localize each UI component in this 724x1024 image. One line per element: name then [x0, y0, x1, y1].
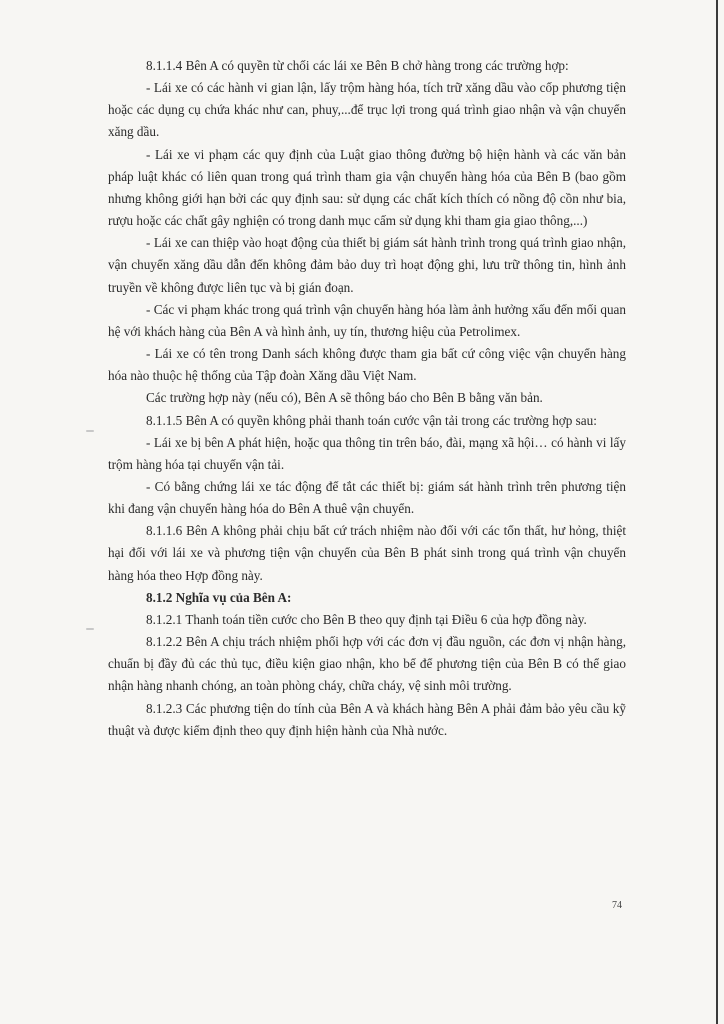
paragraph-8-1-2-2: 8.1.2.2 Bên A chịu trách nhiệm phối hợp với các đơn vị đầu nguồn, các đơn vị nhận hàng, chuẩn bị đầy đủ các thủ tục, điều kiện giao nhận, kho bể để phương tiện của Bên B có thể giao nhận hàng nhanh chóng, an toàn phòng cháy, chữa cháy, vệ sinh môi trường. [108, 634, 626, 694]
paragraph-bullet: - Có bằng chứng lái xe tác động để tắt các thiết bị: giám sát hành trình trên phương tiện khi đang vận chuyển hàng hóa do Bên A thuê vận chuyển. [108, 478, 626, 517]
paragraph-bullet: - Lái xe can thiệp vào hoạt động của thiết bị giám sát hành trình trong quá trình giao nhận, vận chuyển xăng dầu dẫn đến không đảm bảo duy trì hoạt động ghi, lưu trữ thông tin, hình ảnh truyền về không được liên tục và bị gián đoạn. [108, 235, 626, 295]
page-number: 74 [612, 900, 622, 911]
paragraph-bullet: - Lái xe bị bên A phát hiện, hoặc qua thông tin trên báo, đài, mạng xã hội… có hành vi lấy trộm hàng hóa tại chuyến vận tải. [108, 434, 626, 472]
paragraph-note: Các trường hợp này (nếu có), Bên A sẽ thông báo cho Bên B bằng văn bản. [146, 390, 543, 406]
paragraph-8-1-1-4: 8.1.1.4 Bên A có quyền từ chối các lái xe Bên B chở hàng trong các trường hợp: [146, 58, 569, 73]
paragraph-bullet: - Lái xe vi phạm các quy định của Luật giao thông đường bộ hiện hành và các văn bản pháp luật khác có liên quan trong quá trình tham gia vận chuyển hàng hóa của Bên B (bao gồm nhưng không giới hạn bởi các quy định sau: sử dụng các chất kích thích có nồng độ cồn như bia, rượu hoặc các chất gây nghiện có trong danh mục cấm sử dụng khi tham gia giao thông,...) [108, 146, 626, 229]
page-edge-line [716, 0, 718, 1024]
paragraph-8-1-2-1: 8.1.2.1 Thanh toán tiền cước cho Bên B theo quy định tại Điều 6 của hợp đồng này. [146, 611, 587, 627]
paragraph-8-1-2-3: 8.1.2.3 Các phương tiện do tính của Bên A và khách hàng Bên A phải đảm bảo yêu cầu kỹ thuật và được kiểm định theo quy định hiện hành của Nhà nước. [108, 700, 626, 738]
document-body [108, 55, 626, 742]
paragraph-bullet: - Các vi phạm khác trong quá trình vận chuyển hàng hóa làm ảnh hưởng xấu đến mối quan hệ với khách hàng của Bên A và hình ảnh, uy tín, thương hiệu của Petrolimex. [108, 301, 626, 339]
binder-hole-mark [86, 628, 94, 630]
binder-hole-mark [86, 430, 94, 432]
section-heading-8-1-2: 8.1.2 Nghĩa vụ của Bên A: [146, 589, 292, 605]
paragraph-8-1-1-5: 8.1.1.5 Bên A có quyền không phải thanh toán cước vận tải trong các trường hợp sau: [146, 412, 597, 428]
paragraph-8-1-1-6: 8.1.1.6 Bên A không phải chịu bất cứ trách nhiệm nào đối với các tổn thất, hư hỏng, thiệt hại đối với lái xe và phương tiện vận chuyển của Bên B phát sinh trong quá trình vận chuyển hàng hóa theo Hợp đồng này. [108, 523, 626, 583]
paragraph-bullet: - Lái xe có tên trong Danh sách không được tham gia bất cứ công việc vận chuyển hàng hóa nào thuộc hệ thống của Tập đoàn Xăng dầu Việt Nam. [108, 346, 626, 384]
paragraph-bullet: - Lái xe có các hành vi gian lận, lấy trộm hàng hóa, tích trữ xăng dầu vào cốp phương tiện hoặc các dụng cụ chứa khác như can, phuy,...để trục lợi trong quá trình giao nhận và vận chuyển xăng dầu. [108, 80, 626, 140]
